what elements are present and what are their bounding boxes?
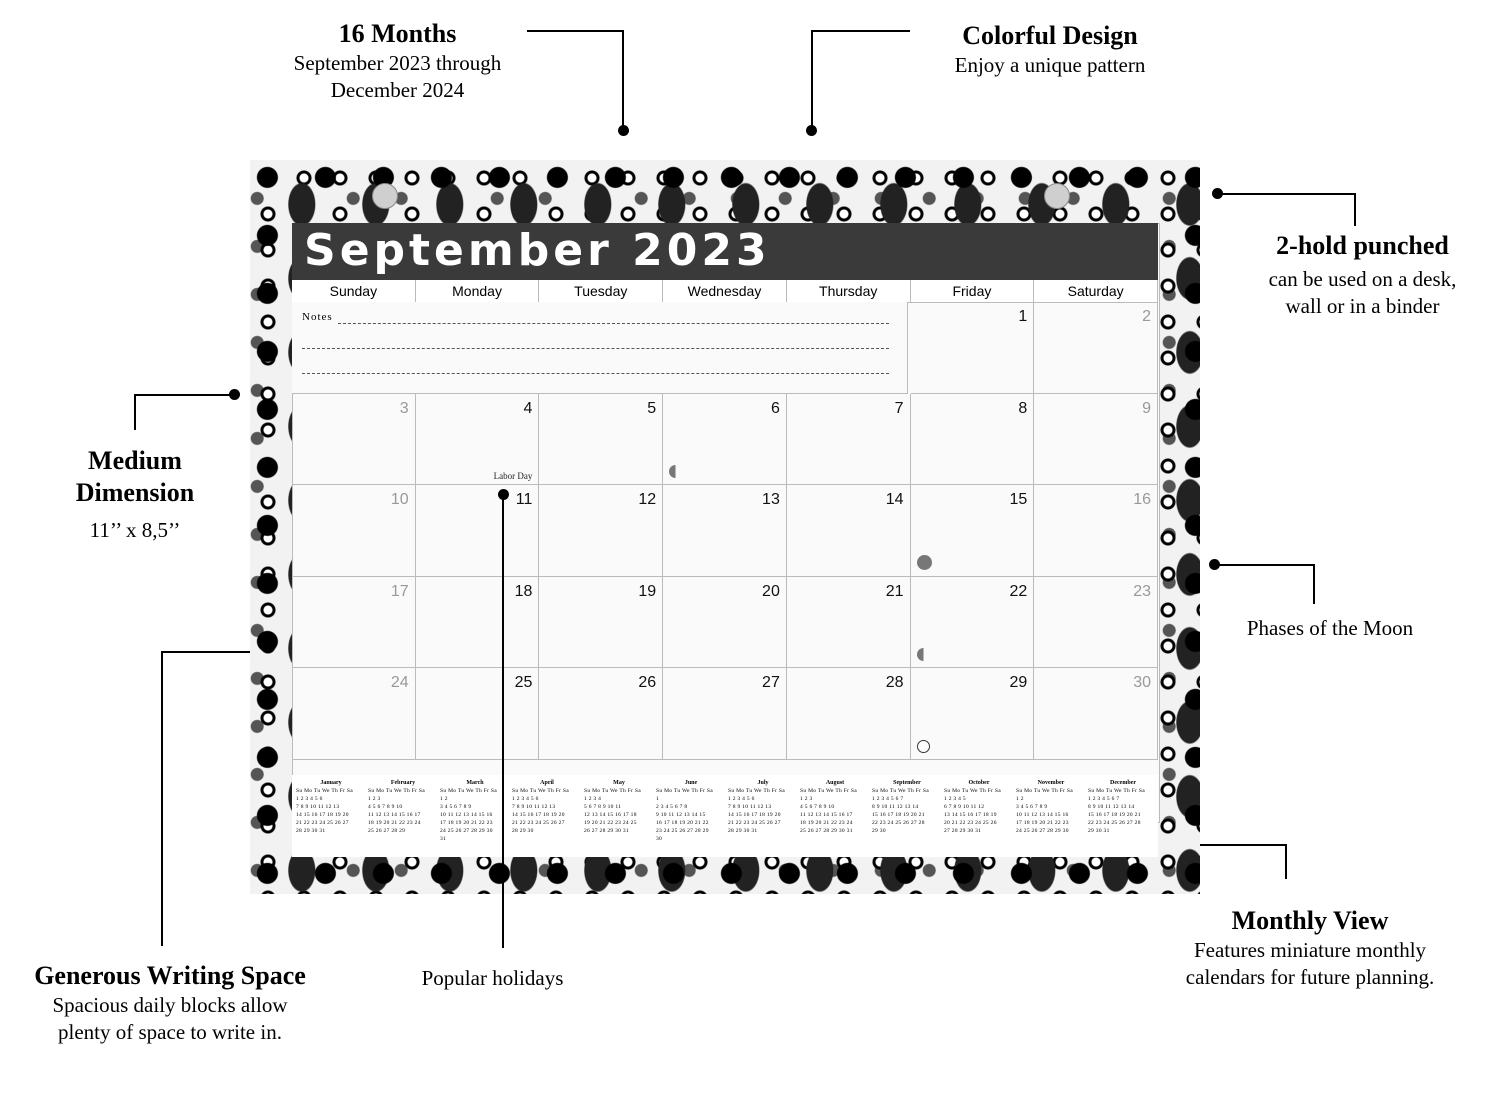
callout-dim-title1: Medium	[88, 446, 182, 475]
leader-dot	[1212, 188, 1223, 199]
callout-dim-sub: 11’’ x 8,5’’	[89, 518, 181, 542]
mini-calendar-row: 15 16 17 18 19 20 21	[1088, 812, 1141, 818]
day-cell[interactable]	[911, 668, 1035, 760]
leader-dot	[806, 125, 817, 136]
weekday-wednesday: Wednesday	[663, 280, 787, 302]
mini-calendar-row: 9 10 11 12 13 14 15	[656, 812, 706, 818]
holiday-label: Labor Day	[493, 471, 533, 481]
mini-calendar-row: 7 8 9 10 11 12 13	[728, 804, 772, 810]
callout-months-sub1: September 2023 through	[293, 51, 502, 75]
mini-calendar-name: October	[968, 780, 990, 786]
mini-calendar-row: 1 2	[440, 796, 448, 802]
leader-dot	[618, 125, 629, 136]
mini-calendar-january	[296, 779, 366, 835]
day-cell[interactable]	[1034, 302, 1158, 394]
mini-calendar-row: 25 26 27 28 29 30 31	[800, 828, 853, 834]
mini-calendar-name: May	[613, 780, 625, 786]
day-number: 2	[1142, 308, 1151, 325]
leader-dot	[498, 489, 509, 500]
mini-calendar-row: 16 17 18 19 20 21 22	[656, 820, 709, 826]
day-number: 22	[1009, 582, 1028, 600]
day-number: 1	[1018, 308, 1028, 325]
day-number: 15	[1009, 491, 1028, 508]
leader-line	[1354, 193, 1356, 226]
mini-calendar-row: Su Mo Tu We Th Fr Sa	[800, 788, 858, 794]
mini-calendar-december	[1088, 779, 1158, 835]
mini-calendar-row: 17 18 19 20 21 22 23	[1016, 820, 1069, 826]
callout-monthly-sub2: calendars for future planning.	[1185, 965, 1435, 989]
mini-calendar-row: 25 26 27 28 29	[368, 828, 406, 834]
mini-calendar-row: Su Mo Tu We Th Fr Sa	[872, 788, 930, 794]
mini-calendar-row: 1	[656, 796, 660, 802]
mini-calendar-september	[872, 779, 942, 835]
day-cell[interactable]	[292, 485, 416, 577]
mini-calendar-name: June	[684, 780, 698, 786]
leader-line	[161, 651, 163, 946]
day-number: 11	[515, 491, 533, 508]
day-cell[interactable]	[911, 485, 1035, 577]
mini-calendar-row: 3 4 5 6 7 8 9	[1016, 804, 1048, 810]
day-cell[interactable]	[416, 668, 540, 760]
leader-line	[1313, 564, 1315, 604]
day-number: 17	[390, 582, 409, 600]
mini-calendar-row: 1 2 3 4 5 6 7	[872, 796, 904, 802]
mini-calendar-row: 1 2 3 4 5 6	[728, 796, 755, 802]
day-cell[interactable]	[539, 394, 663, 486]
mini-calendar-name: January	[320, 780, 342, 786]
mini-calendar-row: 19 20 21 22 23 24 25	[584, 820, 637, 826]
day-number: 30	[1133, 674, 1151, 691]
callout-writing-space	[10, 960, 330, 1046]
mini-calendar-strip	[292, 775, 1158, 857]
day-number: 9	[1142, 399, 1151, 417]
weekday-sunday: Sunday	[292, 280, 416, 302]
mini-calendar-row: 3 4 5 6 7 8 9	[440, 804, 472, 810]
day-cell[interactable]	[911, 394, 1035, 486]
mini-calendar-may	[584, 779, 654, 835]
day-cell[interactable]	[663, 485, 787, 577]
mini-calendar-row: 1 2 3 4	[584, 796, 602, 802]
notes-label: Notes	[302, 311, 333, 323]
mini-calendar-row: 2 3 4 5 6 7 8	[656, 804, 688, 810]
mini-calendar-row: 10 11 12 13 14 15 16	[1016, 812, 1069, 818]
leader-line	[134, 394, 136, 430]
mini-calendar-row: 21 22 23 24 25 26 27	[296, 820, 349, 826]
mini-calendar-row: 5 6 7 8 9 10 11	[584, 804, 622, 810]
day-number: 28	[885, 674, 904, 691]
moon-phase-icon	[917, 555, 932, 570]
day-number: 20	[762, 582, 780, 600]
weekday-header-row	[292, 280, 1158, 303]
callout-colorful-design	[920, 20, 1180, 79]
mini-calendar-row: 1 2 3 4 5 6 7	[1088, 796, 1120, 802]
mini-calendar-row: 24 25 26 27 28 29 30	[1016, 828, 1069, 834]
mini-calendar-row: Su Mo Tu We Th Fr Sa	[656, 788, 714, 794]
mini-calendar-row: 15 16 17 18 19 20 21	[872, 812, 925, 818]
mini-calendar-row: 11 12 13 14 15 16 17	[800, 812, 853, 818]
callout-hole-punched	[1225, 230, 1500, 320]
mini-calendar-row: 1 2 3 4 5	[944, 796, 966, 802]
mini-calendar-row: 8 9 10 11 12 13 14	[872, 804, 919, 810]
mini-calendar-row: 17 18 19 20 21 22 23	[440, 820, 493, 826]
mini-calendar-name: February	[390, 780, 416, 786]
day-cell[interactable]	[663, 394, 787, 486]
callout-popular-holidays	[390, 965, 595, 992]
day-cell[interactable]	[911, 577, 1035, 669]
callout-moon-phases	[1210, 615, 1450, 642]
mini-calendar-row: 31	[440, 836, 447, 842]
leader-line	[622, 30, 624, 128]
mini-calendar-row: 29 30 31	[1088, 828, 1110, 834]
mini-calendar-row: 18 19 20 21 22 23 24	[800, 820, 853, 826]
mini-calendar-row: Su Mo Tu We Th Fr Sa	[296, 788, 354, 794]
mini-calendar-row: 13 14 15 16 17 18 19	[944, 812, 997, 818]
day-number: 29	[1009, 674, 1028, 691]
day-cell[interactable]	[663, 577, 787, 669]
mini-calendar-name: March	[466, 780, 484, 786]
mini-calendar-april	[512, 779, 582, 835]
leader-line	[1285, 844, 1287, 879]
day-cell[interactable]	[663, 668, 787, 760]
mini-calendar-row: 22 23 24 25 26 27 28	[872, 820, 925, 826]
day-number: 19	[638, 582, 657, 600]
mini-calendar-row: 21 22 23 24 25 26 27	[728, 820, 781, 826]
mini-calendar-october	[944, 779, 1014, 835]
leader-line	[1218, 193, 1356, 195]
callout-monthly-title: Monthly View	[1231, 906, 1389, 935]
mini-calendar-row: Su Mo Tu We Th Fr Sa	[1016, 788, 1074, 794]
day-cell[interactable]	[292, 577, 416, 669]
day-cell[interactable]	[1034, 485, 1158, 577]
day-number: 21	[885, 582, 904, 600]
mini-calendar-row: 18 19 20 21 22 23 24	[368, 820, 421, 826]
day-cell[interactable]	[416, 577, 540, 669]
mini-calendar-row: 6 7 8 9 10 11 12	[944, 804, 985, 810]
day-number: 7	[894, 399, 904, 417]
day-number: 24	[390, 674, 409, 691]
callout-medium-dimension	[40, 445, 230, 544]
day-number: 14	[885, 491, 904, 508]
mini-calendar-row: Su Mo Tu We Th Fr Sa	[944, 788, 1002, 794]
day-cell[interactable]	[911, 302, 1035, 394]
callout-hole-title: 2-hold punched	[1276, 231, 1449, 260]
month-header	[292, 223, 1158, 280]
moon-phase-icon	[917, 740, 930, 753]
callout-writing-sub1: Spacious daily blocks allow	[52, 993, 288, 1017]
leader-dot	[1209, 559, 1220, 570]
moon-phase-icon	[917, 648, 930, 661]
callout-dim-title2: Dimension	[75, 478, 195, 507]
leader-line	[811, 30, 910, 32]
mini-calendar-row: 14 15 16 17 18 19 20	[296, 812, 349, 818]
callout-writing-title: Generous Writing Space	[34, 961, 306, 990]
notes-area[interactable]	[292, 302, 908, 394]
mini-calendar-row: 23 24 25 26 27 28 29	[656, 828, 709, 834]
mini-calendar-name: September	[893, 780, 921, 786]
mini-calendar-august	[800, 779, 870, 835]
mini-calendar-row: 20 21 22 23 24 25 26	[944, 820, 997, 826]
day-cell[interactable]	[1034, 668, 1158, 760]
mini-calendar-row: Su Mo Tu We Th Fr Sa	[1088, 788, 1146, 794]
calendar-page	[250, 160, 1200, 894]
weekday-friday: Friday	[911, 280, 1035, 302]
mini-calendar-row: 28 29 30 31	[728, 828, 758, 834]
day-number: 3	[399, 399, 409, 417]
day-cell[interactable]	[1034, 577, 1158, 669]
mini-calendar-row: 14 15 16 17 18 19 20	[728, 812, 781, 818]
mini-calendar-february	[368, 779, 438, 835]
punch-hole-left	[372, 183, 398, 209]
day-number: 26	[638, 674, 657, 691]
mini-calendar-row: Su Mo Tu We Th Fr Sa	[584, 788, 642, 794]
day-number: 18	[514, 582, 533, 600]
leader-dot	[229, 389, 240, 400]
weekday-saturday: Saturday	[1034, 280, 1158, 302]
mini-calendar-june	[656, 779, 726, 843]
mini-calendar-row: 21 22 23 24 25 26 27	[512, 820, 565, 826]
leader-line	[134, 394, 234, 396]
day-cell[interactable]	[787, 485, 911, 577]
mini-calendar-name: April	[540, 780, 554, 786]
mini-calendar-row: 27 28 29 30 31	[944, 828, 982, 834]
day-cell[interactable]	[787, 577, 911, 669]
mini-calendar-row: 1 2 3	[800, 796, 813, 802]
mini-calendar-row: 4 5 6 7 8 9 10	[800, 804, 835, 810]
day-number: 10	[390, 491, 409, 508]
mini-calendar-row: 1 2	[1016, 796, 1024, 802]
mini-calendar-row: 1 2 3 4 5 6	[512, 796, 539, 802]
mini-calendar-march	[440, 779, 510, 843]
leader-line	[811, 30, 813, 128]
day-number: 6	[770, 399, 780, 417]
notes-line	[338, 323, 889, 324]
callout-monthly-view	[1155, 905, 1465, 991]
moon-phase-icon	[669, 465, 682, 478]
mini-calendar-row: 1 2 3	[368, 796, 381, 802]
leader-line	[1215, 564, 1315, 566]
day-cell[interactable]	[787, 668, 911, 760]
mini-calendar-row: 26 27 28 29 30 31	[584, 828, 629, 834]
mini-calendar-row: 28 29 30 31	[296, 828, 326, 834]
day-number: 12	[638, 491, 657, 508]
leader-line	[502, 495, 504, 948]
mini-calendar-row: 22 23 24 25 26 27 28	[1088, 820, 1141, 826]
mini-calendar-row: Su Mo Tu We Th Fr Sa	[512, 788, 570, 794]
callout-design-sub: Enjoy a unique pattern	[954, 53, 1146, 77]
callout-hole-sub2: wall or in a binder	[1285, 294, 1440, 318]
mini-calendar-row: 1 2 3 4 5 6	[296, 796, 323, 802]
mini-calendar-november	[1016, 779, 1086, 835]
mini-calendar-name: November	[1037, 780, 1065, 786]
day-cell[interactable]	[1034, 394, 1158, 486]
day-number: 5	[647, 399, 657, 417]
callout-16-months	[265, 18, 530, 104]
month-title: September 2023	[304, 225, 771, 276]
day-cell[interactable]	[539, 577, 663, 669]
callout-hole-sub1: can be used on a desk,	[1268, 267, 1457, 291]
callout-months-sub2: December 2024	[330, 78, 465, 102]
mini-calendar-row: 4 5 6 7 8 9 10	[368, 804, 403, 810]
weekday-monday: Monday	[416, 280, 540, 302]
day-cell[interactable]	[292, 668, 416, 760]
mini-calendar-row: 29 30	[872, 828, 886, 834]
callout-months-title: 16 Months	[338, 19, 457, 48]
mini-calendar-name: August	[825, 780, 845, 786]
weekday-tuesday: Tuesday	[539, 280, 663, 302]
day-cell[interactable]	[416, 485, 540, 577]
callout-moon-text: Phases of the Moon	[1246, 616, 1414, 640]
mini-calendar-row: 7 8 9 10 11 12 13	[512, 804, 556, 810]
day-number: 23	[1133, 582, 1151, 600]
mini-calendar-july	[728, 779, 798, 835]
day-cell[interactable]	[292, 394, 416, 486]
mini-calendar-row: 11 12 13 14 15 16 17	[368, 812, 421, 818]
day-cell[interactable]	[787, 394, 911, 486]
mini-calendar-row: 14 15 16 17 18 19 20	[512, 812, 565, 818]
mini-calendar-row: Su Mo Tu We Th Fr Sa	[728, 788, 786, 794]
mini-calendar-name: July	[757, 780, 769, 786]
day-number: 27	[762, 674, 780, 691]
day-cell[interactable]	[539, 485, 663, 577]
mini-calendar-row: 10 11 12 13 14 15 16	[440, 812, 493, 818]
punch-hole-right	[1044, 183, 1070, 209]
day-number: 4	[523, 399, 533, 417]
mini-calendar-name: December	[1110, 780, 1136, 786]
mini-calendar-row: 12 13 14 15 16 17 18	[584, 812, 637, 818]
day-number: 13	[762, 491, 780, 508]
mini-calendar-row: 24 25 26 27 28 29 30	[440, 828, 493, 834]
mini-calendar-row: 28 29 30	[512, 828, 534, 834]
mini-calendar-row: 7 8 9 10 11 12 13	[296, 804, 340, 810]
callout-monthly-sub1: Features miniature monthly	[1193, 938, 1427, 962]
callout-holidays-text: Popular holidays	[421, 966, 564, 990]
mini-calendar-row: Su Mo Tu We Th Fr Sa	[440, 788, 498, 794]
mini-calendar-row: 30	[656, 836, 663, 842]
notes-line	[302, 373, 889, 374]
leader-line	[527, 30, 624, 32]
callout-design-title: Colorful Design	[962, 21, 1138, 50]
mini-calendar-row: 8 9 10 11 12 13 14	[1088, 804, 1135, 810]
day-number: 25	[514, 674, 533, 691]
weekday-thursday: Thursday	[787, 280, 911, 302]
day-number: 16	[1133, 491, 1151, 508]
day-cell[interactable]	[539, 668, 663, 760]
callout-writing-sub2: plenty of space to write in.	[58, 1020, 282, 1044]
day-cell[interactable]	[416, 394, 540, 486]
notes-line	[302, 348, 889, 349]
mini-calendar-row: Su Mo Tu We Th Fr Sa	[368, 788, 426, 794]
day-number: 8	[1018, 399, 1028, 417]
